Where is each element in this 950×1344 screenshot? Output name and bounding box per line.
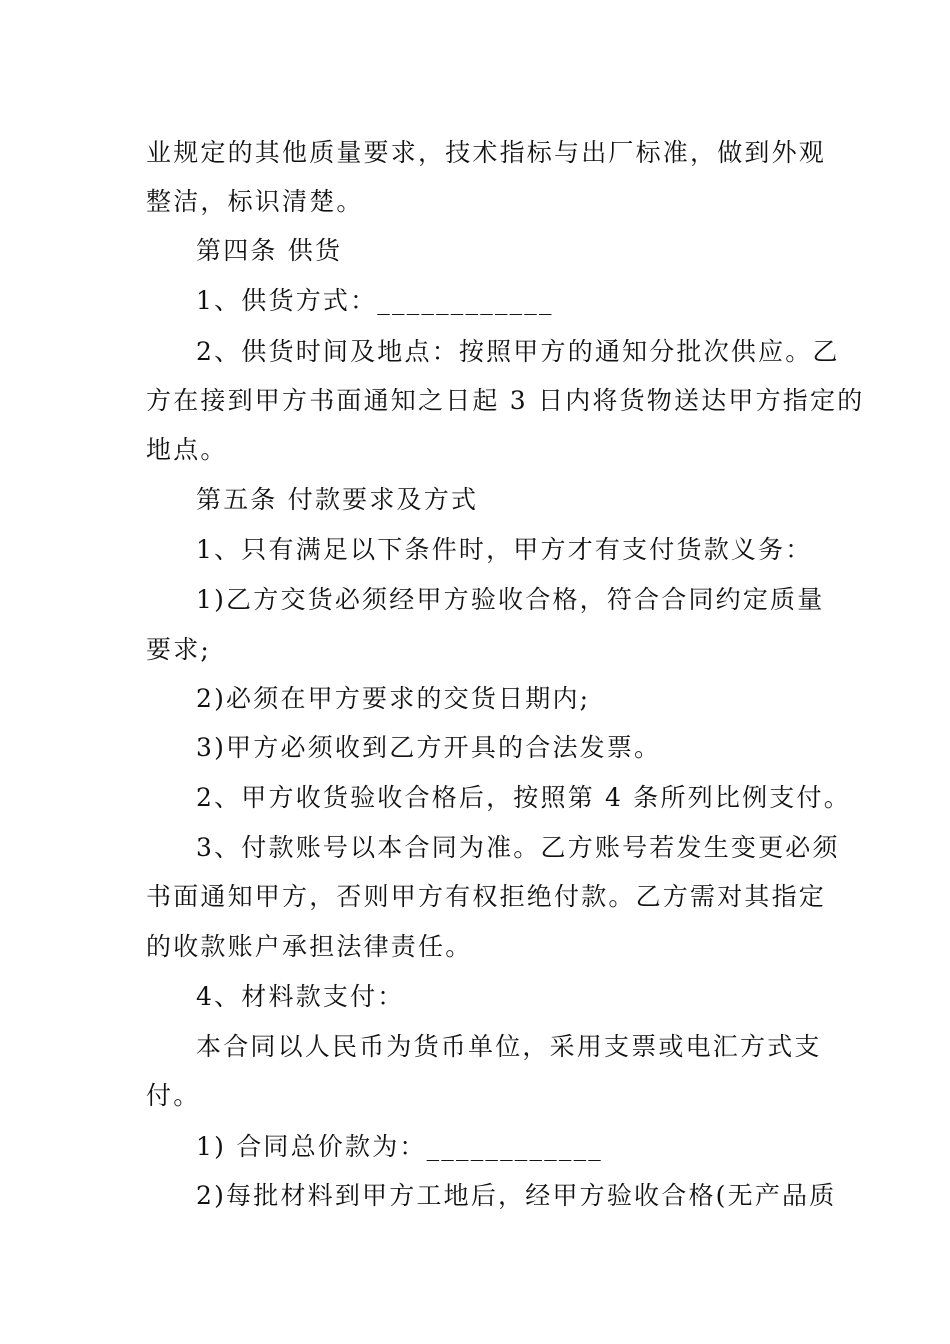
text-line: 的收款账户承担法律责任。 xyxy=(146,932,473,961)
text-line: 2)每批材料到甲方工地后，经甲方验收合格(无产品质 xyxy=(196,1181,837,1210)
text-line: 3、付款账号以本合同为准。乙方账号若发生变更必须 xyxy=(196,833,840,862)
text-line: 整洁，标识清楚。 xyxy=(146,187,364,216)
text-line: 1)乙方交货必须经甲方验收合格，符合合同约定质量 xyxy=(196,585,825,614)
text-line: 要求; xyxy=(146,635,212,664)
text-line: 2、甲方收货验收合格后，按照第 4 条所列比例支付。 xyxy=(196,783,851,812)
text-line: 付。 xyxy=(146,1081,201,1110)
text-line: 1、只有满足以下条件时，甲方才有支付货款义务： xyxy=(196,535,813,564)
text-line: 3)甲方必须收到乙方开具的合法发票。 xyxy=(196,733,662,762)
text-line: 本合同以人民币为货币单位，采用支票或电汇方式支 xyxy=(196,1032,822,1061)
section-heading: 第四条 供货 xyxy=(196,236,343,265)
text-line: 书面通知甲方，否则甲方有权拒绝付款。乙方需对其指定 xyxy=(146,882,827,911)
text-line: 1) 合同总价款为：____________ xyxy=(196,1132,604,1161)
text-line: 2、供货时间及地点：按照甲方的通知分批次供应。乙 xyxy=(196,337,840,366)
text-line: 方在接到甲方书面通知之日起 3 日内将货物送达甲方指定的 xyxy=(146,386,865,415)
text-line: 地点。 xyxy=(146,435,228,464)
text-line: 2)必须在甲方要求的交货日期内; xyxy=(196,684,591,713)
text-line: 1、供货方式：____________ xyxy=(196,286,554,315)
text-line: 业规定的其他质量要求，技术指标与出厂标准，做到外观 xyxy=(146,138,827,167)
section-heading: 第五条 付款要求及方式 xyxy=(196,485,479,514)
text-line: 4、材料款支付： xyxy=(196,982,405,1011)
